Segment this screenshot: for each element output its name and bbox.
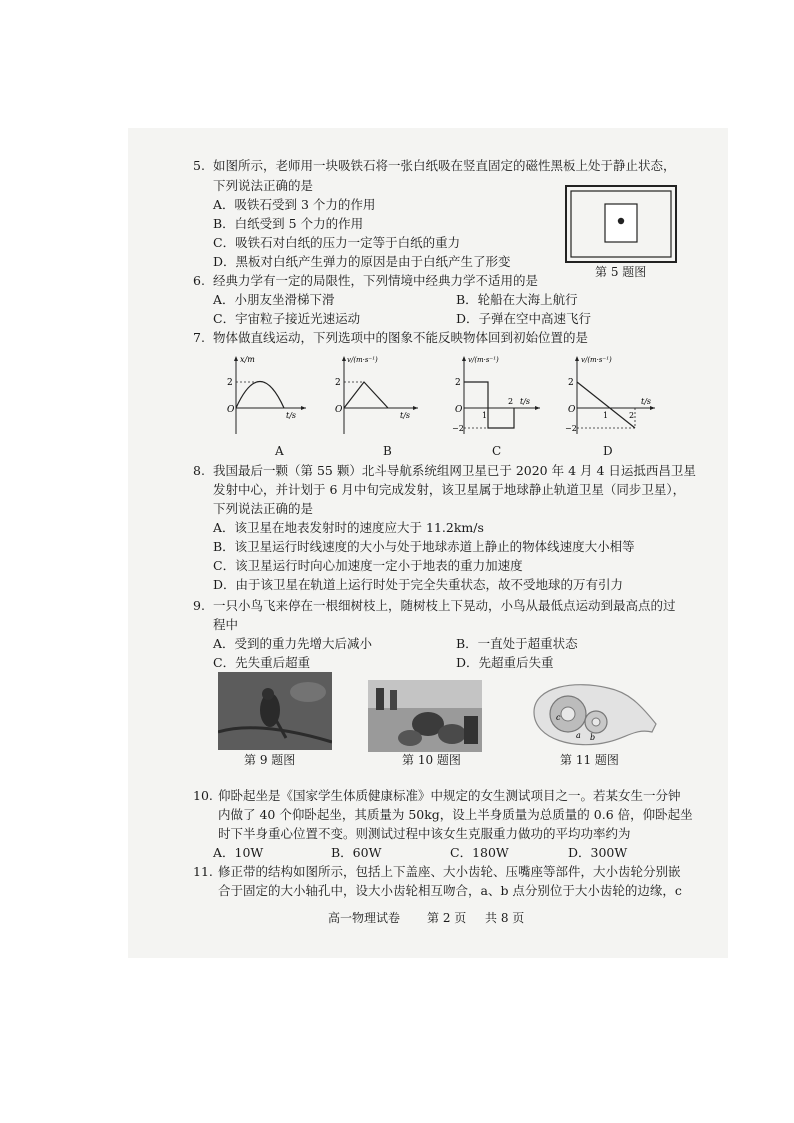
q6-option-c: C．宇宙粒子接近光速运动 (213, 311, 361, 326)
q10-stem-line1: 仰卧起坐是《国家学生体质健康标准》中规定的女生测试项目之一。若某女生一分钟 (218, 788, 681, 803)
q5-number: 5. (193, 158, 205, 173)
q5-blackboard-figure (565, 185, 677, 263)
q5-option-b: B．白纸受到 5 个力的作用 (213, 216, 364, 231)
y-axis-label: v/(m·s⁻¹) (468, 356, 499, 364)
parabola-curve (236, 382, 284, 409)
q9-option-c: C．先失重后超重 (213, 655, 311, 670)
q10-option-c: C．180W (450, 845, 509, 860)
q10-option-b: B．60W (331, 845, 382, 860)
q11-correction-tape-figure (528, 676, 660, 752)
x-axis-label: t/s (520, 397, 531, 406)
q7-graph-d-letter: D (603, 444, 613, 458)
q9-stem-line1: 一只小鸟飞来停在一根细树枝上，随树枝上下晃动，小鸟从最低点运动到最高点的过 (213, 598, 676, 613)
q9-option-b: B．一直处于超重状态 (456, 636, 578, 651)
q10-stem-line3: 时下半身重心位置不变。则测试过程中该女生克服重力做功的平均功率约为 (218, 826, 631, 841)
q5-option-c: C．吸铁石对白纸的压力一定等于白纸的重力 (213, 235, 461, 250)
q9-number: 9. (193, 598, 205, 613)
y-tick-label: 2 (227, 378, 233, 388)
q9-bird-photo (218, 672, 332, 750)
x-axis-label: t/s (400, 411, 411, 420)
q5-option-a: A．吸铁石受到 3 个力的作用 (213, 197, 376, 212)
q11-stem-line2: 合于固定的大小轴孔中，设大小齿轮相互吻合，a、b 点分别位于大小齿轮的边缘，c (218, 883, 682, 898)
q8-option-d: D．由于该卫星在轨道上运行时处于完全失重状态，故不受地球的万有引力 (213, 577, 624, 592)
q8-option-a: A．该卫星在地表发射时的速度应大于 11.2km/s (213, 520, 484, 535)
point-b-label: b (590, 733, 596, 742)
y-axis-label: v/(m·s⁻¹) (581, 356, 612, 364)
origin-label: O (455, 405, 463, 415)
triangle-line (344, 382, 388, 408)
point-a-label: a (576, 731, 581, 740)
q9-figure-caption: 第 9 题图 (244, 753, 296, 767)
q6-option-d: D．子弹在空中高速飞行 (456, 311, 592, 326)
origin-label: O (568, 405, 576, 415)
q10-option-a: A．10W (213, 845, 264, 860)
q7-graph-c (452, 352, 544, 436)
q6-number: 6. (193, 273, 205, 288)
origin-label: O (335, 405, 343, 415)
footer-total-pages: 共 8 页 (485, 911, 525, 925)
q5-option-d: D．黑板对白纸产生弹力的原因是由于白纸产生了形变 (213, 254, 511, 269)
q8-option-c: C．该卫星运行时向心加速度一定小于地表的重力加速度 (213, 558, 523, 573)
point-c-label: c (556, 713, 561, 722)
x-tick-1: 1 (482, 411, 488, 420)
y-tick-neg-label: −2 (452, 424, 464, 433)
y-tick-label: 2 (335, 378, 341, 388)
q6-option-b: B．轮船在大海上航行 (456, 292, 578, 307)
y-axis-label: x/m (240, 355, 255, 364)
q7-graph-b (330, 352, 422, 436)
q11-stem-line1: 修正带的结构如图所示，包括上下盖座、大小齿轮、压嘴座等部件，大小齿轮分别嵌 (218, 864, 681, 879)
q9-option-d: D．先超重后失重 (456, 655, 554, 670)
q9-option-a: A．受到的重力先增大后减小 (213, 636, 373, 651)
magnet-dot (618, 218, 624, 224)
q10-option-d: D．300W (568, 845, 628, 860)
q7-graph-c-letter: C (492, 444, 502, 458)
x-tick-2: 2 (629, 411, 635, 420)
q6-option-a: A．小朋友坐滑梯下滑 (213, 292, 335, 307)
q7-graph-b-letter: B (383, 444, 392, 458)
x-axis-label: t/s (286, 411, 297, 420)
x-tick-1: 1 (603, 411, 609, 420)
step-line (464, 382, 514, 428)
q7-number: 7. (193, 330, 205, 345)
q8-stem-line1: 我国最后一颗（第 55 颗）北斗导航系统组网卫星已于 2020 年 4 月 4 日运抵西昌卫星 (213, 463, 696, 478)
y-tick-label: 2 (455, 378, 461, 388)
q6-stem: 经典力学有一定的局限性，下列情境中经典力学不适用的是 (213, 273, 539, 288)
x-tick-2: 2 (508, 397, 514, 406)
q5-figure-caption: 第 5 题图 (595, 265, 647, 279)
q8-option-b: B．该卫星运行时线速度的大小与处于地球赤道上静止的物体线速度大小相等 (213, 539, 635, 554)
q7-graph-a-letter: A (275, 444, 284, 458)
q10-number: 10. (193, 788, 213, 803)
q8-stem-line2: 发射中心，并计划于 6 月中旬完成发射，该卫星属于地球静止轨道卫星（同步卫星）， (213, 482, 686, 497)
x-axis-label: t/s (641, 397, 652, 406)
q5-stem-line2: 下列说法正确的是 (213, 178, 314, 193)
q10-stem-line2: 内做了 40 个仰卧起坐，其质量为 50kg，设上半身质量为总质量的 0.6 倍，仰卧起坐 (218, 807, 693, 822)
q8-stem-line3: 下列说法正确的是 (213, 501, 314, 516)
origin-label: O (227, 405, 235, 415)
y-tick-label: 2 (568, 378, 574, 388)
footer-subject: 高一物理试卷 (328, 911, 401, 925)
footer-page-number: 第 2 页 (427, 911, 467, 925)
q7-stem: 物体做直线运动，下列选项中的图象不能反映物体回到初始位置的是 (213, 330, 589, 345)
q7-graph-a (222, 352, 310, 436)
q7-graph-d (565, 352, 659, 436)
q11-number: 11. (193, 864, 213, 879)
q8-number: 8. (193, 463, 205, 478)
q10-situp-photo (368, 680, 482, 752)
y-tick-neg-label: −2 (565, 424, 577, 433)
y-axis-label: v/(m·s⁻¹) (347, 356, 378, 364)
q10-figure-caption: 第 10 题图 (402, 753, 461, 767)
q9-stem-line2: 程中 (213, 617, 239, 632)
sloped-line (577, 382, 635, 428)
q5-stem-line1: 如图所示，老师用一块吸铁石将一张白纸吸在竖直固定的磁性黑板上处于静止状态， (213, 158, 676, 173)
q11-figure-caption: 第 11 题图 (560, 753, 619, 767)
